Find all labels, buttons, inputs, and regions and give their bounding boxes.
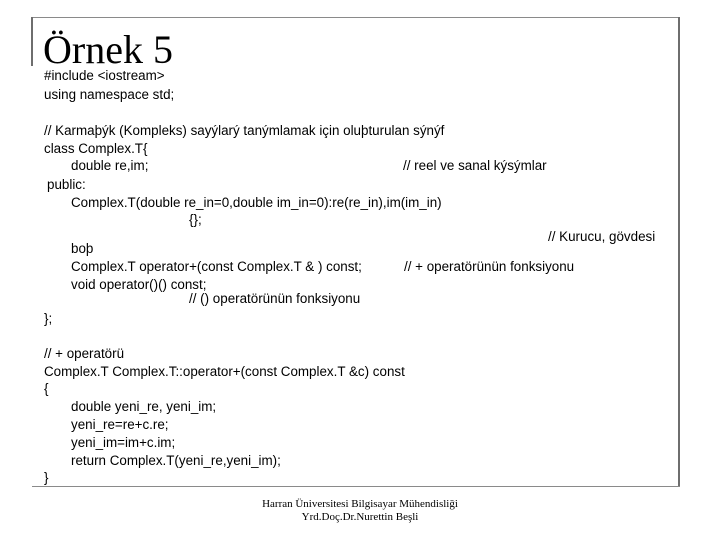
code-operator-call-comment: // () operatörünün fonksiyonu bbox=[189, 291, 361, 306]
code-brace-close: } bbox=[44, 470, 49, 485]
code-members-comment: // reel ve sanal kýsýmlar bbox=[403, 158, 547, 173]
code-members: double re,im; bbox=[71, 158, 149, 173]
code-body-line-2: yeni_re=re+c.re; bbox=[71, 417, 169, 432]
slide-frame-right bbox=[678, 17, 680, 487]
code-body-line-1: double yeni_re, yeni_im; bbox=[71, 399, 217, 414]
code-definition-signature: Complex.T Complex.T::operator+(const Complex.T &c) const bbox=[44, 364, 405, 379]
slide-frame-bottom bbox=[32, 486, 680, 487]
code-operator-plus-decl: Complex.T operator+(const Complex.T & ) const; bbox=[71, 259, 362, 274]
code-comment-class: // Karmaþýk (Kompleks) sayýlarý tanýmlamak için oluþturulan sýnýf bbox=[44, 123, 445, 138]
slide-title: Örnek 5 bbox=[43, 27, 173, 72]
code-class-end: }; bbox=[44, 311, 53, 326]
code-constructor-comment: // Kurucu, gövdesi bbox=[548, 229, 656, 244]
code-operator-call-decl: void operator()() const; bbox=[71, 277, 207, 292]
code-constructor-body: {}; bbox=[189, 212, 202, 227]
slide-frame-left bbox=[31, 17, 33, 66]
footer-author: Yrd.Doç.Dr.Nurettin Beşli bbox=[301, 511, 419, 523]
code-body-line-4: return Complex.T(yeni_re,yeni_im); bbox=[71, 453, 281, 468]
code-operator-plus-comment: // + operatörünün fonksiyonu bbox=[404, 259, 575, 274]
code-public: public: bbox=[47, 177, 86, 192]
code-body-line-3: yeni_im=im+c.im; bbox=[71, 435, 176, 450]
code-comment-operator: // + operatörü bbox=[44, 346, 125, 361]
slide-frame-top bbox=[32, 17, 680, 18]
code-using: using namespace std; bbox=[44, 87, 175, 102]
footer-university: Harran Üniversitesi Bilgisayar Mühendisliği bbox=[262, 498, 458, 510]
code-brace-open: { bbox=[44, 381, 49, 396]
code-constructor: Complex.T(double re_in=0,double im_in=0):re(re_in),im(im_in) bbox=[71, 195, 442, 210]
code-constructor-comment-cont: boþ bbox=[71, 241, 94, 256]
code-class-decl: class Complex.T{ bbox=[44, 141, 148, 156]
code-include: #include <iostream> bbox=[44, 68, 165, 83]
